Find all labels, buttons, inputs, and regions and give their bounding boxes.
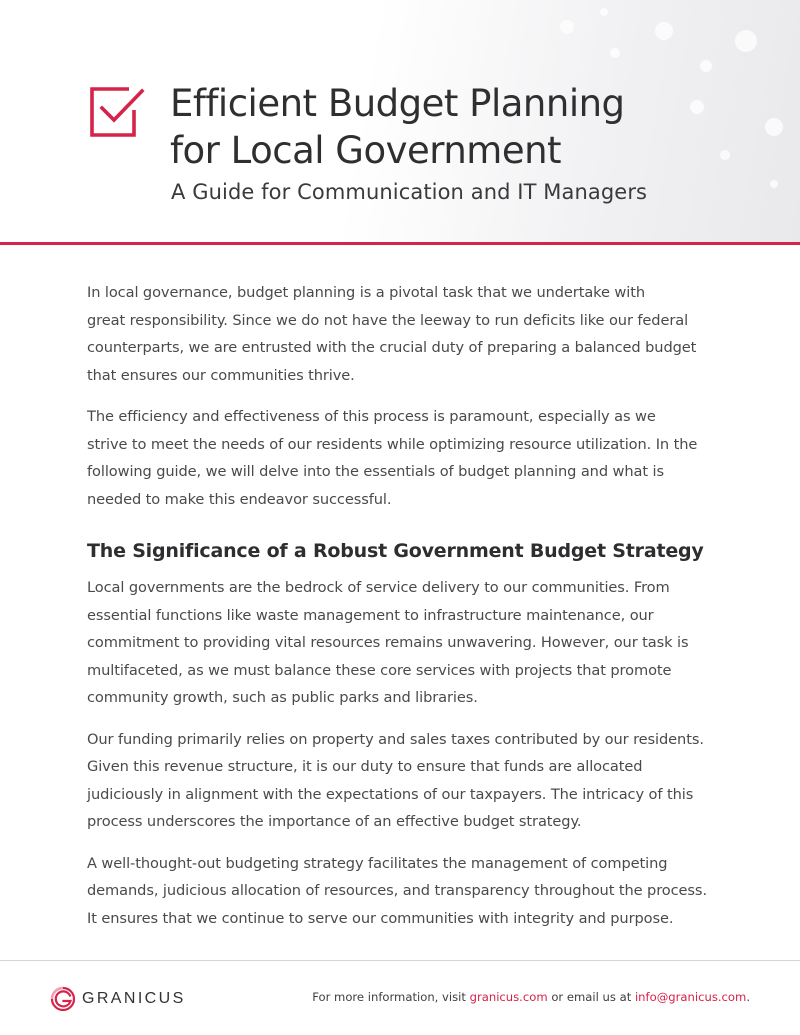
decorative-dot bbox=[735, 30, 757, 52]
text-line: In local governance, budget planning is a pivotal task that we undertake with bbox=[87, 284, 645, 301]
footer-info-suffix: . bbox=[746, 990, 750, 1004]
footer-info-middle: or email us at bbox=[547, 990, 635, 1004]
footer-divider bbox=[0, 960, 800, 961]
granicus-logo-icon bbox=[50, 986, 76, 1012]
text-line: demands, judicious allocation of resources, and transparency throughout the process. bbox=[87, 882, 707, 899]
decorative-dot bbox=[560, 20, 574, 34]
section-paragraph bbox=[87, 726, 727, 836]
text-line: needed to make this endeavor successful. bbox=[87, 490, 392, 508]
text-line: Local governments are the bedrock of service delivery to our communities. From bbox=[87, 579, 670, 596]
page-header bbox=[0, 0, 800, 242]
checkbox-check-icon bbox=[89, 86, 145, 138]
text-line: The efficiency and effectiveness of this process is paramount, especially as we bbox=[87, 408, 656, 425]
granicus-logo[interactable] bbox=[50, 985, 186, 1013]
footer-contact bbox=[312, 990, 750, 1004]
text-line: multifaceted, as we must balance these core services with projects that promote bbox=[87, 661, 672, 679]
text-line: commitment to providing vital resources remains unwavering. However, our task is bbox=[87, 634, 689, 651]
document-subtitle: A Guide for Communication and IT Managers bbox=[171, 180, 648, 204]
section-heading: The Significance of a Robust Government Budget Strategy bbox=[87, 540, 704, 562]
decorative-dot bbox=[765, 118, 783, 136]
text-line: essential functions like waste management to infrastructure maintenance, our bbox=[87, 606, 654, 624]
section-paragraph bbox=[87, 850, 727, 933]
document-title bbox=[170, 80, 625, 174]
header-divider bbox=[0, 242, 800, 245]
text-line: process underscores the importance of an effective budget strategy. bbox=[87, 813, 582, 830]
text-line: community growth, such as public parks and libraries. bbox=[87, 689, 478, 706]
decorative-dot bbox=[770, 180, 778, 188]
email-link[interactable]: info@granicus.com bbox=[634, 990, 747, 1004]
text-line: judiciously in alignment with the expectations of our taxpayers. The intricacy of this bbox=[87, 785, 694, 803]
decorative-dot bbox=[720, 150, 730, 160]
title-line: Efficient Budget Planning bbox=[170, 82, 625, 125]
text-line: strive to meet the needs of our residents while optimizing resource utilization. In the bbox=[87, 435, 698, 453]
decorative-dot bbox=[700, 60, 712, 72]
text-line: Our funding primarily relies on property and sales taxes contributed by our residents. bbox=[87, 730, 704, 748]
text-line: great responsibility. Since we do not have the leeway to run deficits like our federal bbox=[87, 311, 689, 329]
text-line: counterparts, we are entrusted with the crucial duty of preparing a balanced budget bbox=[87, 339, 697, 356]
title-line: for Local Government bbox=[170, 129, 562, 172]
document-body bbox=[87, 279, 727, 946]
website-link[interactable]: granicus.com bbox=[469, 990, 548, 1004]
text-line: It ensures that we continue to serve our communities with integrity and purpose. bbox=[87, 909, 674, 927]
decorative-dot bbox=[690, 100, 704, 114]
intro-paragraph bbox=[87, 279, 727, 389]
logo-wordmark: GRANICUS bbox=[82, 990, 186, 1007]
text-line: that ensures our communities thrive. bbox=[87, 366, 355, 384]
footer-info-prefix: For more information, visit bbox=[312, 990, 470, 1004]
decorative-dot bbox=[600, 8, 608, 16]
text-line: A well-thought-out budgeting strategy facilitates the management of competing bbox=[87, 854, 668, 872]
intro-paragraph bbox=[87, 403, 727, 513]
decorative-dot bbox=[610, 48, 620, 58]
text-line: following guide, we will delve into the essentials of budget planning and what is bbox=[87, 463, 664, 480]
text-line: Given this revenue structure, it is our duty to ensure that funds are allocated bbox=[87, 758, 643, 775]
section-paragraph bbox=[87, 574, 727, 712]
decorative-dot bbox=[655, 22, 673, 40]
